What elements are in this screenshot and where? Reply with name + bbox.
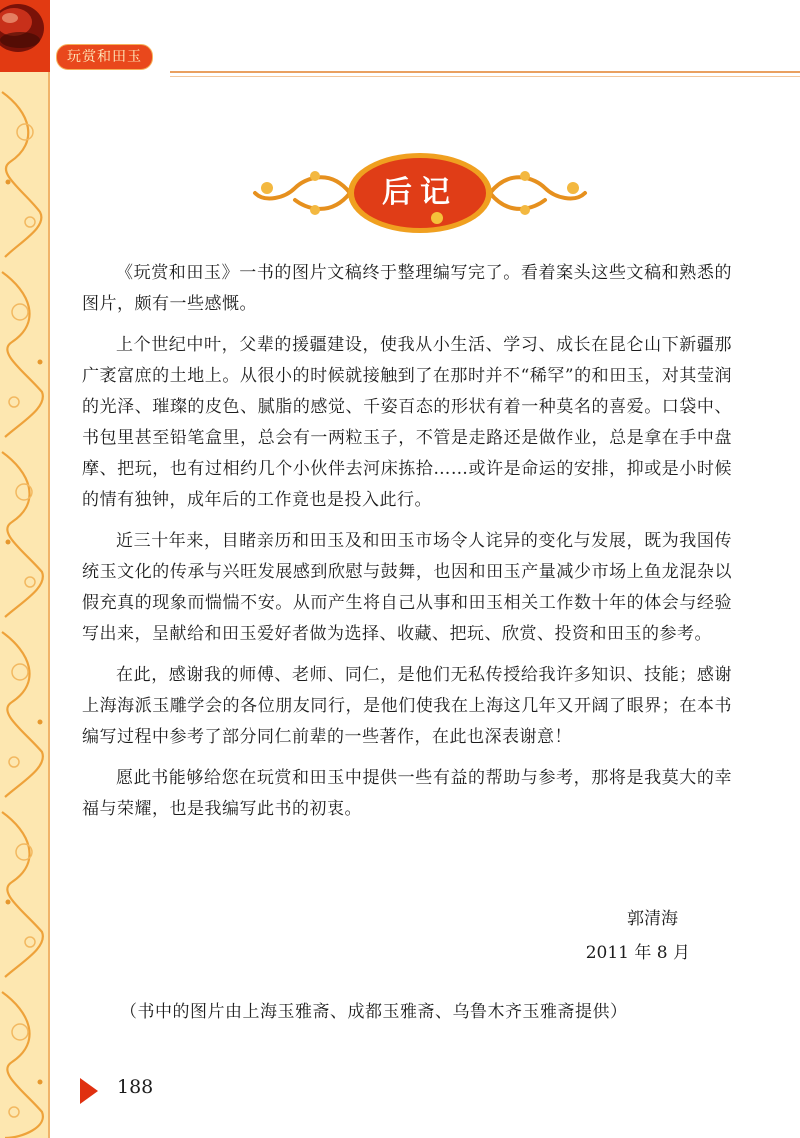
author-name: 郭清海: [627, 909, 678, 929]
cloud-pattern-border: [0, 72, 50, 1138]
paragraph: 近三十年来，目睹亲历和田玉及和田玉市场令人诧异的变化与发展，既为我国传统玉文化的传承与兴旺发展感到欣慰与鼓舞，也因和田玉产量减少市场上鱼龙混杂以假充真的现象而惴惴不安。从而产生将自己从事和田玉相关工作数十年的体会与经验写出来，呈献给和田玉爱好者做为选择、收藏、把玩、欣赏、投资和田玉的参考。: [82, 531, 732, 644]
series-title-badge: 玩赏和田玉: [56, 44, 153, 70]
signature-block: [390, 902, 690, 970]
paragraph: 上个世纪中叶，父辈的援疆建设，使我从小生活、学习、成长在昆仑山下新疆那广袤富庶的土地上。从很小的时候就接触到了在那时并不“稀罕”的和田玉，对其莹润的光泽、璀璨的皮色、腻脂的感觉、千姿百态的形状有着一种莫名的喜爱。口袋中、书包里甚至铅笔盒里，总会有一两粒玉子，不管是走路还是做作业，总是拿在手中盘摩、把玩，也有过相约几个小伙伴去河床拣拾……或许是命运的安排，抑或是小时候的情有独钟，成年后的工作竟也是投入此行。: [82, 335, 732, 510]
signature-date: 2011 年 8 月: [585, 943, 690, 963]
image-credit: （书中的图片由上海玉雅斋、成都玉雅斋、乌鲁木齐玉雅斋提供）: [120, 1002, 628, 1022]
paragraph: 在此，感谢我的师傅、老师、同仁，是他们无私传授给我许多知识、技能；感谢上海海派玉雕学会的各位朋友同行，是他们使我在上海这几年又开阔了眼界；在本书编写过程中参考了部分同仁前辈的一些著作，在此也深表谢意！: [82, 665, 732, 747]
header-rule: [170, 71, 800, 73]
afterword-body: [82, 258, 732, 835]
page-title: 后记: [382, 175, 458, 210]
page-marker-icon: [80, 1078, 98, 1104]
section-title-ornament: [245, 148, 595, 238]
page-number: 188: [117, 1076, 154, 1098]
paragraph: 愿此书能够给您在玩赏和田玉中提供一些有益的帮助与参考，那将是我莫大的幸福与荣耀，也是我编写此书的初衷。: [82, 768, 732, 819]
header-rule-thin: [170, 76, 800, 77]
paragraph: 《玩赏和田玉》一书的图片文稿终于整理编写完了。看着案头这些文稿和熟悉的图片，颇有一些感慨。: [82, 263, 732, 314]
jade-carving-image: [0, 0, 46, 60]
